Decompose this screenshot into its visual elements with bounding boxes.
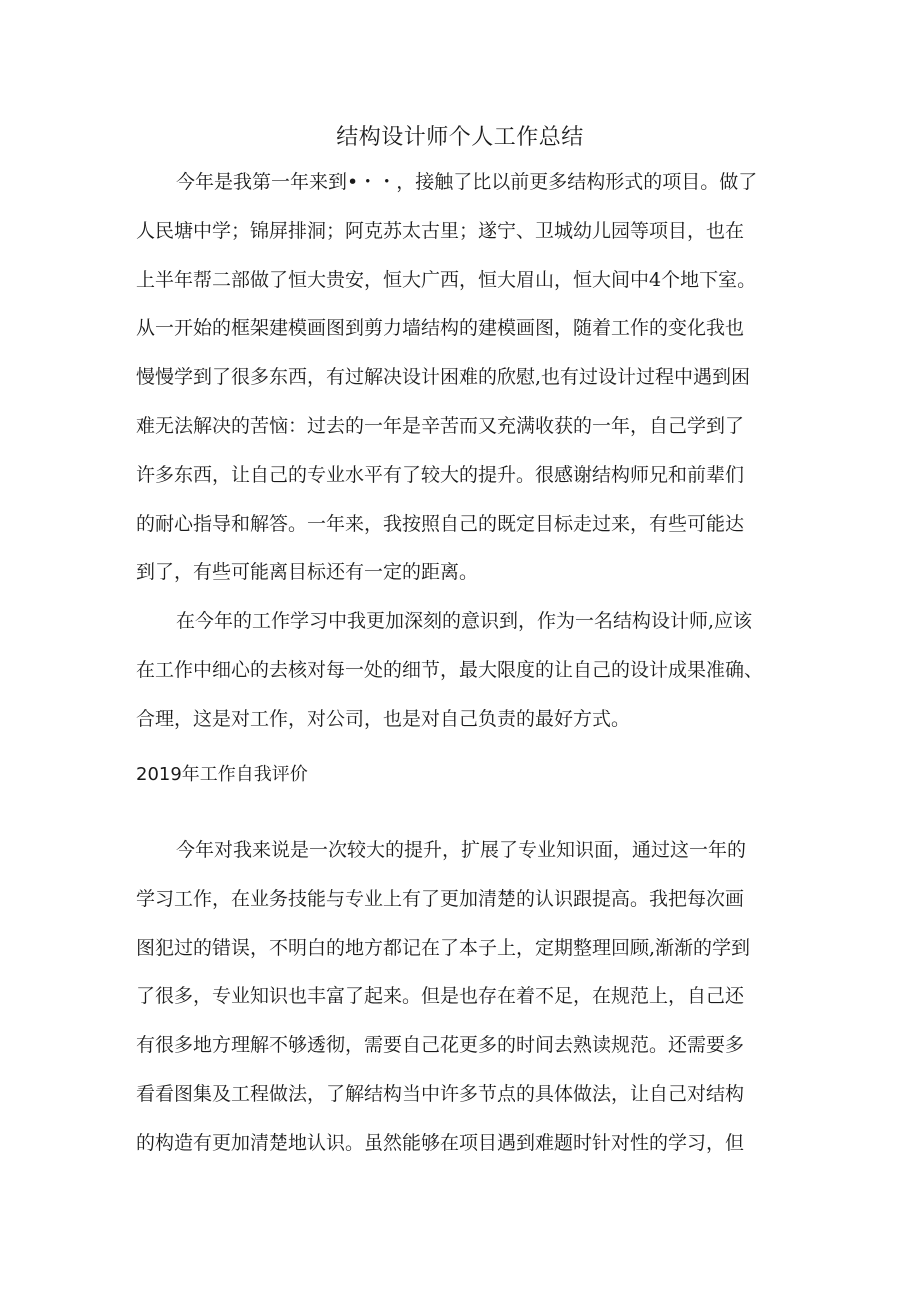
paragraph-line: 的构造有更加清楚地认识。虽然能够在项目遇到难题时针对性的学习，但 xyxy=(136,1131,745,1154)
paragraph-line: 合理，这是对工作，对公司，也是对自己负责的最好方式。 xyxy=(136,707,631,730)
paragraph-line: 看看图集及工程做法，了解结构当中许多节点的具体做法，让自己对结构 xyxy=(136,1082,745,1105)
paragraph-line: 今年是我第一年来到•・・，接触了比以前更多结构形式的项目。做了 xyxy=(176,171,758,193)
paragraph-line: 在今年的工作学习中我更加深刻的意识到，作为一名结构设计师,应该 xyxy=(176,610,753,632)
paragraph-line: 许多东西，让自己的专业水平有了较大的提升。很感谢结构师兄和前辈们 xyxy=(136,463,745,486)
paragraph-text xyxy=(136,158,798,597)
paragraph-line: 在工作中细心的去核对每一处的细节，最大限度的让自己的设计成果准确、 xyxy=(136,658,764,681)
paragraph-line: 学习工作，在业务技能与专业上有了更加清楚的认识跟提高。我把每次画 xyxy=(136,887,745,910)
paragraph-line: 图犯过的错误，不明白的地方都记在了本子上，定期整理回顾,渐渐的学到 xyxy=(136,936,751,959)
paragraph-3 xyxy=(136,826,798,1168)
paragraph-line: 了很多，专业知识也丰富了起来。但是也存在着不足，在规范上，自己还 xyxy=(136,985,745,1008)
paragraph-2 xyxy=(136,597,798,743)
paragraph-line: 有很多地方理解不够透彻，需要自己花更多的时间去熟读规范。还需要多 xyxy=(136,1034,745,1057)
paragraph-line: 人民塘中学；锦屏排洞；阿克苏太古里；遂宁、卫城幼儿园等项目，也在 xyxy=(136,219,745,242)
paragraph-line: 上半年帮二部做了恒大贵安，恒大广西，恒大眉山，恒大间中4个地下室。 xyxy=(136,268,757,291)
paragraph-line: 慢慢学到了很多东西，有过解决设计困难的欣慰,也有过设计过程中遇到困 xyxy=(136,366,751,389)
paragraph-line: 的耐心指导和解答。一年来，我按照自己的既定目标走过来，有些可能达 xyxy=(136,512,745,535)
paragraph-text xyxy=(136,597,798,743)
section-heading-text: 2019年工作自我评价 xyxy=(136,764,308,785)
paragraph-line: 从一开始的框架建模画图到剪力墙结构的建模画图，随着工作的变化我也 xyxy=(136,317,745,340)
paragraph-1 xyxy=(136,158,798,597)
paragraph-line: 今年对我来说是一次较大的提升，扩展了专业知识面，通过这一年的 xyxy=(176,839,747,861)
section-heading xyxy=(136,762,798,788)
paragraph-line: 难无法解决的苦恼：过去的一年是辛苦而又充满收获的一年，自己学到了 xyxy=(136,414,745,437)
paragraph-text xyxy=(136,826,798,1168)
document-title: 结构设计师个人工作总结 xyxy=(336,125,584,150)
paragraph-line: 到了，有些可能离目标还有一定的距离。 xyxy=(136,561,479,584)
